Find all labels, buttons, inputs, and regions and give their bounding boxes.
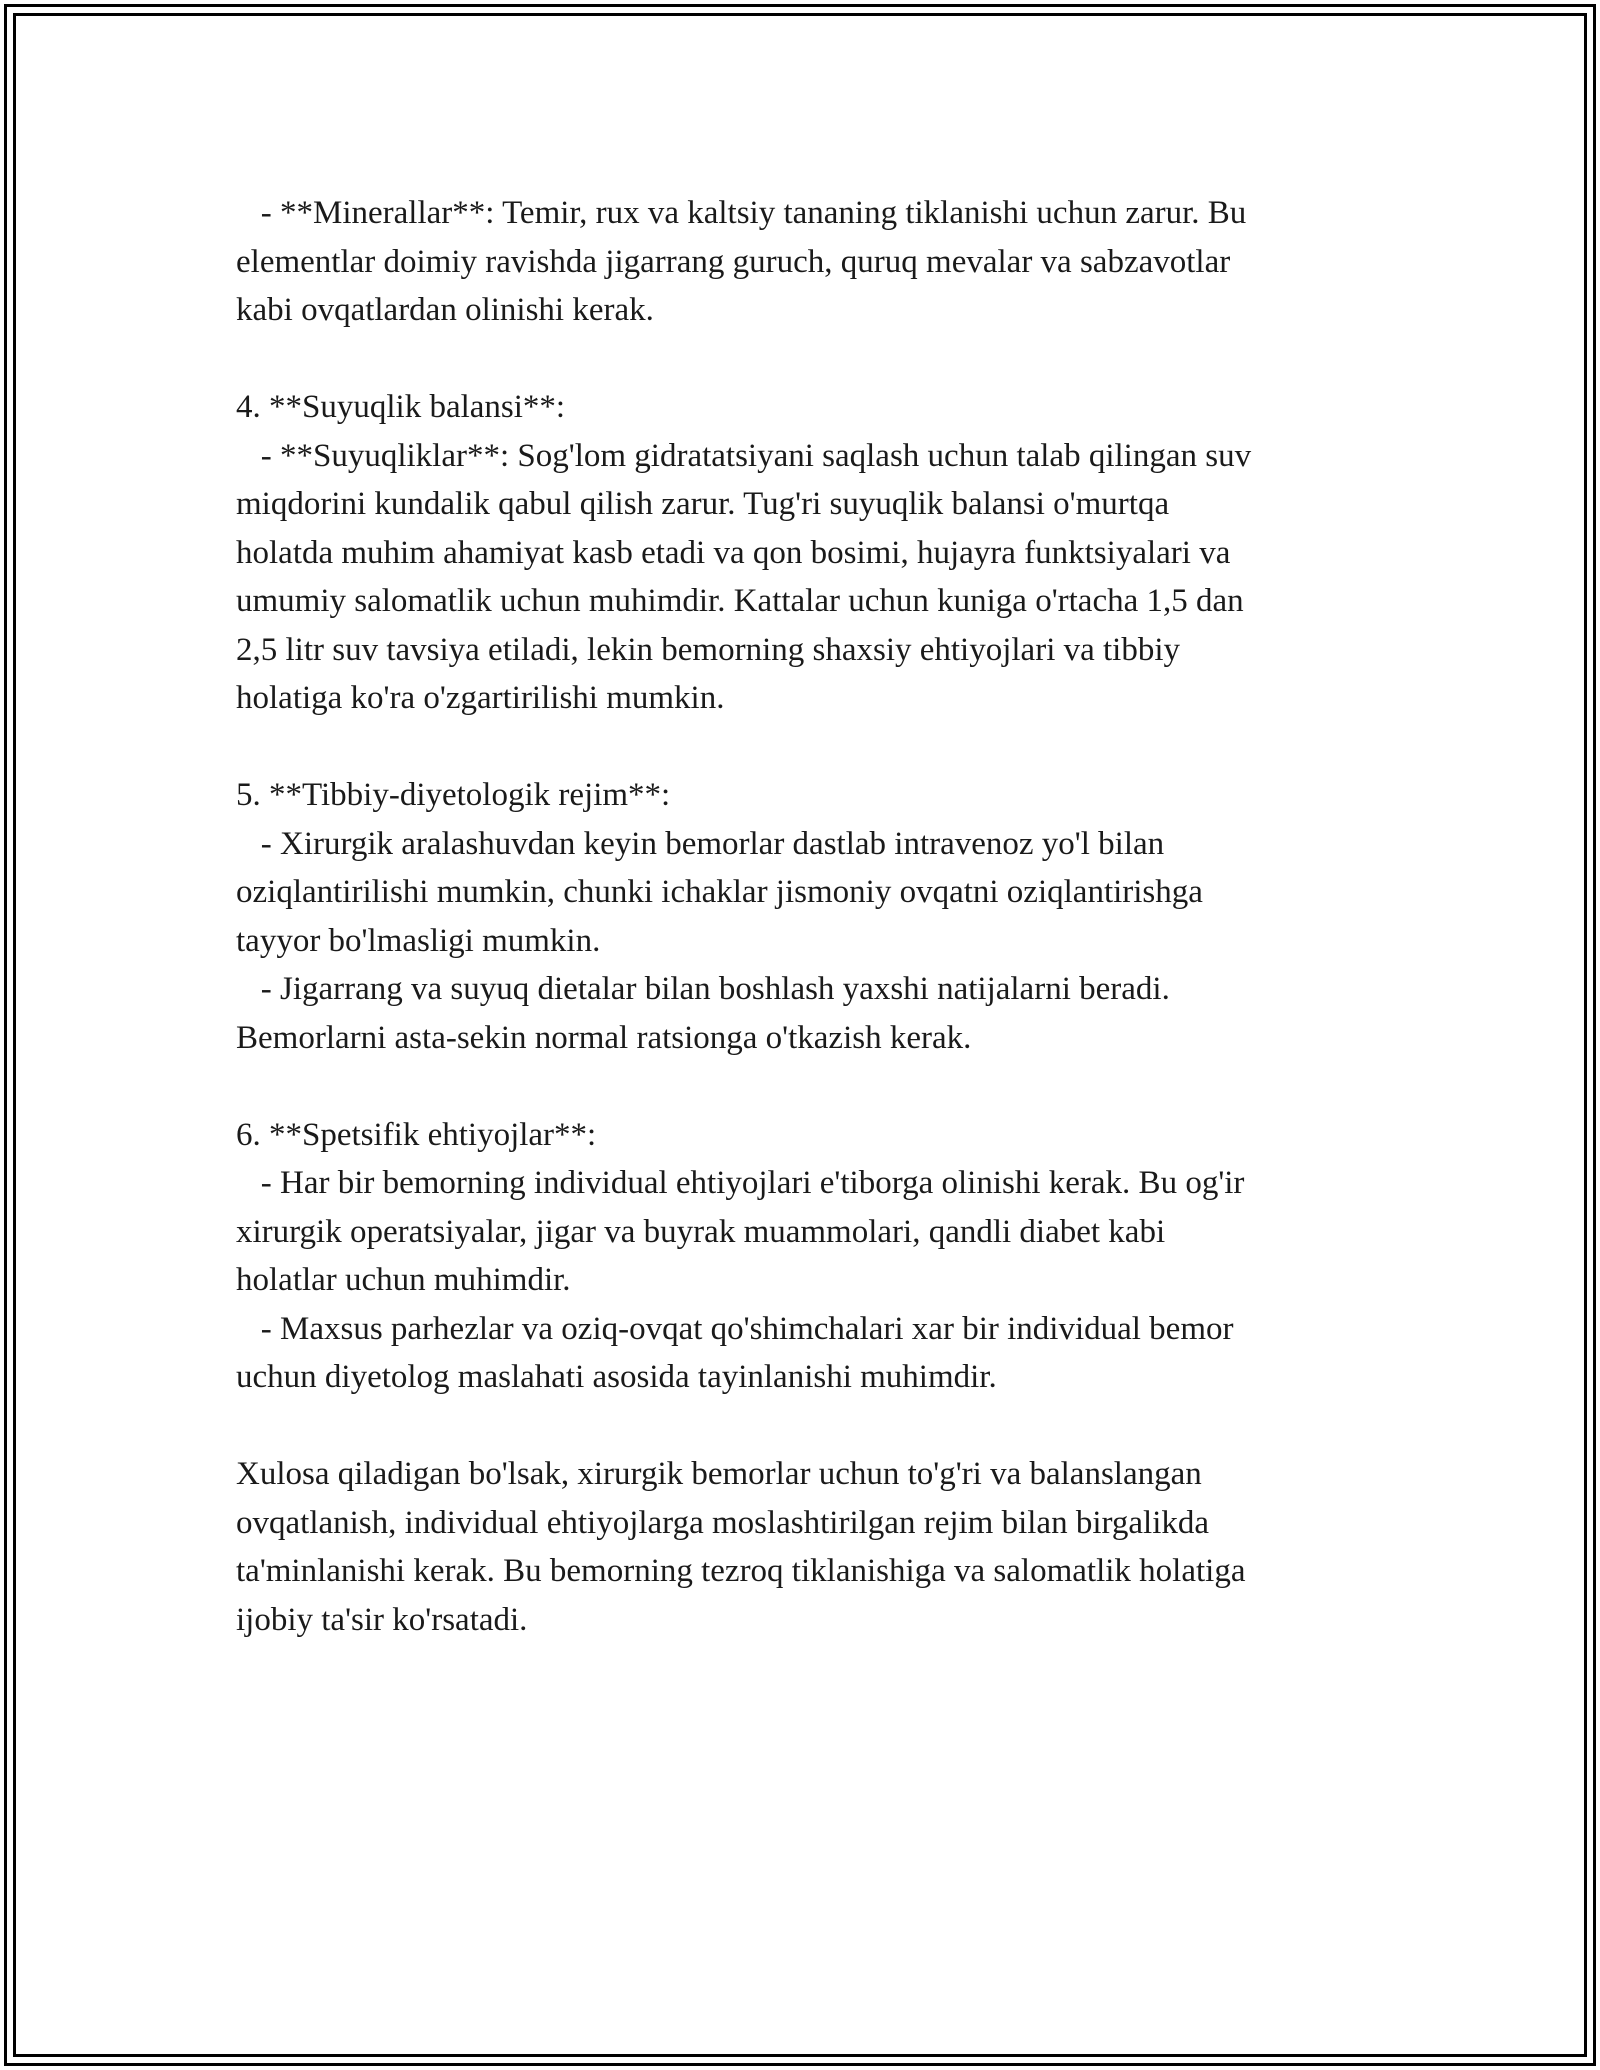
section-heading: 5. **Tibbiy-diyetologik rejim**: xyxy=(236,777,671,813)
paragraph-gap xyxy=(236,723,1396,772)
text-line: miqdorini kundalik qabul qilish zarur. Tug'ri suyuqlik balansi o'murtqa xyxy=(236,486,1170,522)
text-line: oziqlantirilishi mumkin, chunki ichaklar jismoniy ovqatni oziqlantirishga xyxy=(236,874,1203,910)
paragraph-conclusion xyxy=(236,1450,1396,1644)
text-line: holatda muhim ahamiyat kasb etadi va qon bosimi, hujayra funktsiyalari va xyxy=(236,534,1231,571)
paragraph-gap xyxy=(236,1402,1396,1451)
text-line: - Xirurgik aralashuvdan keyin bemorlar dastlab intravenoz yo'l bilan xyxy=(236,825,1165,862)
text-line: kabi ovqatlardan olinishi kerak. xyxy=(236,292,654,328)
text-line: ijobiy ta'sir ko'rsatadi. xyxy=(236,1601,528,1638)
text-line: - Maxsus parhezlar va oziq-ovqat qo'shimchalari xar bir individual bemor xyxy=(236,1310,1234,1347)
text-line: - Jigarrang va suyuq dietalar bilan boshlash yaxshi natijalarni beradi. xyxy=(236,971,1170,1007)
paragraph-minerallar xyxy=(236,189,1396,335)
text-line: 2,5 litr suv tavsiya etiladi, lekin bemorning shaxsiy ehtiyojlari va tibbiy xyxy=(236,631,1181,668)
text-line: Xulosa qiladigan bo'lsak, xirurgik bemorlar uchun to'g'ri va balanslangan xyxy=(236,1456,1202,1492)
text-line: elementlar doimiy ravishda jigarrang guruch, quruq mevalar va sabzavotlar xyxy=(236,243,1231,280)
text-line: ta'minlanishi kerak. Bu bemorning tezroq tiklanishiga va salomatlik holatiga xyxy=(236,1553,1246,1589)
document-body xyxy=(236,189,1396,1644)
text-line: Bemorlarni asta-sekin normal ratsionga o'tkazish kerak. xyxy=(236,1019,972,1056)
paragraph-gap xyxy=(236,335,1396,384)
section-suyuqlik-balansi xyxy=(236,383,1396,723)
text-line: - **Suyuqliklar**: Sog'lom gidratatsiyani saqlash uchun talab qilingan suv xyxy=(236,437,1252,474)
text-line: umumiy salomatlik uchun muhimdir. Kattalar uchun kuniga o'rtacha 1,5 dan xyxy=(236,583,1244,619)
text-line: holatiga ko'ra o'zgartirilishi mumkin. xyxy=(236,680,725,716)
text-line: holatlar uchun muhimdir. xyxy=(236,1262,571,1298)
section-spetsifik-ehtiyojlar xyxy=(236,1111,1396,1402)
text-line: - **Minerallar**: Temir, rux va kaltsiy tananing tiklanishi uchun zarur. Bu xyxy=(236,195,1247,231)
section-heading: 4. **Suyuqlik balansi**: xyxy=(236,389,566,425)
text-line: tayyor bo'lmasligi mumkin. xyxy=(236,922,601,959)
paragraph-gap xyxy=(236,1062,1396,1111)
section-tibbiy-diyetologik-rejim xyxy=(236,771,1396,1062)
text-line: ovqatlanish, individual ehtiyojlarga moslashtirilgan rejim bilan birgalikda xyxy=(236,1504,1210,1541)
section-heading: 6. **Spetsifik ehtiyojlar**: xyxy=(236,1116,597,1153)
text-line: uchun diyetolog maslahati asosida tayinlanishi muhimdir. xyxy=(236,1359,997,1395)
text-line: - Har bir bemorning individual ehtiyojlari e'tiborga olinishi kerak. Bu og'ir xyxy=(236,1165,1245,1201)
text-line: xirurgik operatsiyalar, jigar va buyrak muammolari, qandli diabet kabi xyxy=(236,1213,1166,1250)
